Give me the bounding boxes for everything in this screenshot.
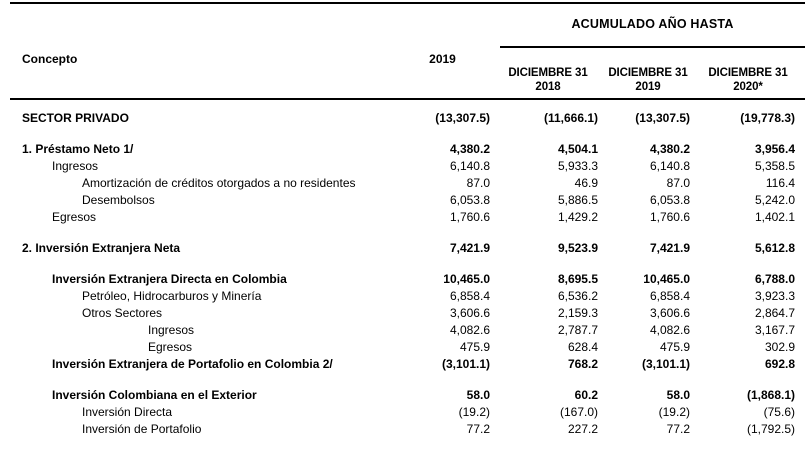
row-value-cell: (13,307.5) (635, 111, 690, 125)
table-header (0, 0, 811, 98)
row-label: Egresos (52, 210, 97, 224)
row-value-cell: 6,053.8 (449, 193, 490, 207)
row-value-cell: 4,082.6 (649, 323, 690, 337)
row-value-cell: 116.4 (765, 176, 795, 190)
row-value-cell: 6,053.8 (649, 193, 690, 207)
table-row (0, 141, 811, 158)
row-value-cell: 1,760.6 (649, 210, 690, 224)
table-row (0, 288, 811, 305)
concepto-column-header: Concepto (22, 52, 78, 66)
row-value-cell: 475.9 (459, 340, 490, 354)
row-value-cell: 302.9 (764, 340, 795, 354)
row-label: 1. Préstamo Neto 1/ (22, 142, 134, 156)
table-row (0, 192, 811, 209)
table-row (0, 271, 811, 288)
row-value-cell: 1,760.6 (449, 210, 490, 224)
row-value-cell: 77.2 (466, 422, 490, 436)
row-value-cell: 9,523.9 (557, 241, 598, 255)
table-row (0, 240, 811, 257)
table-row (0, 305, 811, 322)
row-value-cell: 2,159.3 (557, 306, 598, 320)
row-label: Otros Sectores (82, 306, 163, 320)
row-value-cell: 2,787.7 (557, 323, 598, 337)
row-value-cell: 1,402.1 (754, 210, 795, 224)
row-label: Inversión Extranjera Directa en Colombia (52, 272, 287, 286)
column-header-diciembre-2018 (498, 66, 598, 94)
row-value-cell: (11,666.1) (543, 111, 598, 125)
row-value-cell: 227.2 (567, 422, 598, 436)
row-value-cell: (3,101.1) (441, 357, 490, 371)
row-value-cell: 5,886.5 (557, 193, 598, 207)
row-value-cell: 3,956.4 (754, 142, 795, 156)
row-value-cell: (167.0) (559, 405, 598, 419)
table-row (0, 387, 811, 404)
row-value-cell: (1,792.5) (746, 422, 795, 436)
row-value-cell: 5,358.5 (754, 159, 795, 173)
row-value-cell: 58.0 (466, 388, 490, 402)
column-header-date: DICIEMBRE 31 (708, 67, 788, 79)
row-value-cell: (19,778.3) (740, 111, 795, 125)
column-header-diciembre-2019 (598, 66, 698, 94)
row-value-cell: 6,858.4 (649, 289, 690, 303)
row-value-cell: (1,868.1) (746, 388, 795, 402)
row-value-cell: 87.0 (466, 176, 490, 190)
row-label: Ingresos (148, 323, 195, 337)
row-value-cell: 10,465.0 (643, 272, 690, 286)
table-row (0, 404, 811, 421)
row-value-cell: (75.6) (763, 405, 795, 419)
row-value-cell: 6,858.4 (449, 289, 490, 303)
row-label: Inversión Colombiana en el Exterior (52, 388, 257, 402)
row-value-cell: 87.0 (666, 176, 690, 190)
row-value-cell: 7,421.9 (449, 241, 490, 255)
table-row (0, 209, 811, 226)
row-value-cell: 58.0 (666, 388, 690, 402)
row-value-cell: (19.2) (658, 405, 690, 419)
row-value-cell: 4,504.1 (557, 142, 598, 156)
row-label: 2. Inversión Extranjera Neta (22, 241, 181, 255)
row-value-cell: (3,101.1) (641, 357, 690, 371)
column-header-year: 2020* (733, 81, 763, 93)
row-value-cell: 6,536.2 (557, 289, 598, 303)
row-value-cell: 2,864.7 (754, 306, 795, 320)
row-value-cell: 5,242.0 (754, 193, 795, 207)
lead-year-column-header: 2019 (429, 52, 456, 66)
row-value-cell: 692.8 (764, 357, 795, 371)
column-header-date: DICIEMBRE 31 (608, 67, 688, 79)
row-label: Inversión Extranjera de Portafolio en Colombia 2/ (52, 357, 333, 371)
row-label: Ingresos (52, 159, 99, 173)
row-value-cell: 3,923.3 (754, 289, 795, 303)
row-value-cell: 1,429.2 (557, 210, 598, 224)
row-value-cell: 6,140.8 (649, 159, 690, 173)
row-value-cell: 4,082.6 (449, 323, 490, 337)
row-value-cell: 60.2 (574, 388, 598, 402)
column-header-year: 2019 (635, 81, 661, 93)
column-header-year: 2018 (535, 81, 561, 93)
row-value-cell: 3,606.6 (649, 306, 690, 320)
table-row (0, 421, 811, 438)
row-label: SECTOR PRIVADO (22, 111, 129, 125)
row-label: Petróleo, Hidrocarburos y Minería (82, 289, 262, 303)
row-value-cell: 46.9 (574, 176, 598, 190)
row-value-cell: (19.2) (458, 405, 490, 419)
table-row (0, 356, 811, 373)
row-value-cell: 628.4 (567, 340, 598, 354)
row-value-cell: 3,606.6 (449, 306, 490, 320)
row-label: Inversión de Portafolio (82, 422, 202, 436)
row-value-cell: 8,695.5 (557, 272, 598, 286)
row-value-cell: 6,788.0 (754, 272, 795, 286)
row-value-cell: 5,933.3 (557, 159, 598, 173)
row-value-cell: 6,140.8 (449, 159, 490, 173)
row-label: Desembolsos (82, 193, 155, 207)
table-row (0, 339, 811, 356)
row-value-cell: 77.2 (666, 422, 690, 436)
table-row (0, 322, 811, 339)
row-label: Inversión Directa (82, 405, 173, 419)
row-label: Egresos (148, 340, 193, 354)
row-value-cell: 768.2 (567, 357, 598, 371)
column-group-title: ACUMULADO AÑO HASTA (571, 17, 734, 31)
row-value-cell: 5,612.8 (754, 241, 795, 255)
table-row (0, 110, 811, 127)
row-value-cell: 4,380.2 (649, 142, 690, 156)
column-header-date: DICIEMBRE 31 (508, 67, 588, 79)
row-value-cell: 4,380.2 (449, 142, 490, 156)
row-label: Amortización de créditos otorgados a no residentes (82, 176, 356, 190)
table-row (0, 158, 811, 175)
row-value-cell: (13,307.5) (435, 111, 490, 125)
row-value-cell: 475.9 (659, 340, 690, 354)
row-value-cell: 10,465.0 (443, 272, 490, 286)
table-row (0, 175, 811, 192)
row-value-cell: 3,167.7 (754, 323, 795, 337)
column-group-rule (500, 46, 805, 48)
row-value-cell: 7,421.9 (649, 241, 690, 255)
column-header-diciembre-2020 (698, 66, 798, 94)
table-body (0, 98, 811, 438)
